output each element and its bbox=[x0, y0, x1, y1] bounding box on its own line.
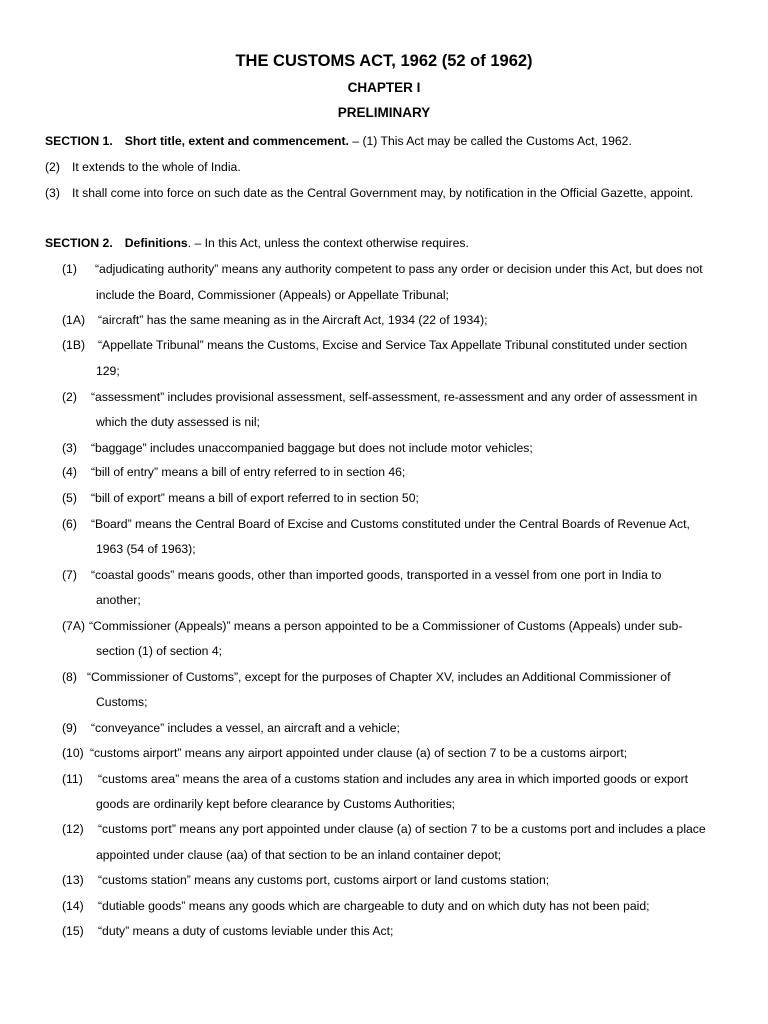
definition-item bbox=[62, 490, 419, 506]
definition-number: (8) bbox=[62, 670, 77, 684]
definition-text: “duty” means a duty of customs leviable under this Act; bbox=[98, 924, 394, 938]
definition-text: “Commissioner of Customs”, except for the purposes of Chapter XV, includes an Additional Commissioner of bbox=[87, 670, 671, 684]
definition-item bbox=[62, 618, 682, 634]
chapter-heading: CHAPTER I bbox=[347, 80, 421, 95]
definition-text: “Board” means the Central Board of Excise and Customs constituted under the Central Boards of Revenue Act, bbox=[91, 517, 690, 531]
definition-continuation: include the Board, Commissioner (Appeals) or Appellate Tribunal; bbox=[96, 288, 449, 302]
definition-item bbox=[62, 337, 687, 353]
definition-number: (7) bbox=[62, 568, 77, 582]
definition-number: (7A) bbox=[62, 619, 86, 633]
definition-text: “conveyance” includes a vessel, an aircraft and a vehicle; bbox=[91, 721, 400, 735]
definition-item bbox=[62, 516, 690, 532]
definition-item bbox=[62, 745, 627, 761]
definition-item bbox=[62, 821, 706, 837]
definition-text: “customs port” means any port appointed under clause (a) of section 7 to be a customs port and includes a place bbox=[98, 822, 706, 836]
definition-text: “assessment” includes provisional assessment, self-assessment, re-assessment and any order of assessment in bbox=[91, 390, 698, 404]
section-2-label: SECTION 2. bbox=[45, 236, 113, 250]
definition-text: “customs area” means the area of a customs station and includes any area in which imported goods or export bbox=[98, 772, 689, 786]
definition-text: “bill of entry” means a bill of entry referred to in section 46; bbox=[91, 465, 406, 479]
definition-text: “Commissioner (Appeals)” means a person appointed to be a Commissioner of Customs (Appeals) under sub- bbox=[89, 619, 683, 633]
definition-text: “dutiable goods” means any goods which are chargeable to duty and on which duty has not been paid; bbox=[98, 899, 650, 913]
section-1-text: – (1) This Act may be called the Customs Act, 1962. bbox=[348, 134, 632, 148]
definition-item bbox=[62, 771, 688, 787]
section-2-text: . – In this Act, unless the context otherwise requires. bbox=[187, 236, 469, 250]
definition-item bbox=[62, 261, 703, 277]
section-1-line bbox=[45, 133, 632, 149]
definition-number: (10) bbox=[62, 746, 84, 760]
definition-continuation: which the duty assessed is nil; bbox=[96, 415, 260, 429]
definition-number: (1B) bbox=[62, 338, 86, 352]
definition-number: (15) bbox=[62, 924, 84, 938]
definition-item bbox=[62, 440, 533, 456]
definition-number: (14) bbox=[62, 899, 84, 913]
section-1-para-3 bbox=[45, 185, 693, 201]
definition-text: “customs airport” means any airport appointed under clause (a) of section 7 to be a customs airport; bbox=[90, 746, 628, 760]
definition-number: (6) bbox=[62, 517, 77, 531]
para-number: (2) bbox=[45, 160, 60, 174]
definition-continuation: Customs; bbox=[96, 695, 148, 709]
definition-text: “adjudicating authority” means any authority competent to pass any order or decision under this Act, but does not bbox=[95, 262, 703, 276]
definition-item bbox=[62, 389, 697, 405]
definition-text: “customs station” means any customs port, customs airport or land customs station; bbox=[98, 873, 550, 887]
definition-continuation: appointed under clause (aa) of that section to be an inland container depot; bbox=[96, 848, 502, 862]
section-1-heading: Short title, extent and commencement. bbox=[124, 134, 349, 148]
para-text: It extends to the whole of India. bbox=[72, 160, 241, 174]
definition-continuation: another; bbox=[96, 593, 141, 607]
definition-number: (13) bbox=[62, 873, 84, 887]
definition-number: (1A) bbox=[62, 313, 86, 327]
definition-item bbox=[62, 923, 393, 939]
definition-text: “aircraft” has the same meaning as in the Aircraft Act, 1934 (22 of 1934); bbox=[98, 313, 488, 327]
definition-item bbox=[62, 312, 488, 328]
definition-number: (5) bbox=[62, 491, 77, 505]
definition-item bbox=[62, 872, 549, 888]
definition-item bbox=[62, 464, 405, 480]
definition-number: (1) bbox=[62, 262, 77, 276]
section-2-heading: Definitions bbox=[124, 236, 188, 250]
definition-continuation: 1963 (54 of 1963); bbox=[96, 542, 196, 556]
definition-number: (12) bbox=[62, 822, 84, 836]
definition-text: “bill of export” means a bill of export referred to in section 50; bbox=[91, 491, 419, 505]
para-number: (3) bbox=[45, 186, 60, 200]
definition-number: (2) bbox=[62, 390, 77, 404]
para-text: It shall come into force on such date as the Central Government may, by notification in the Official Gazette, appoint. bbox=[72, 186, 694, 200]
definition-number: (4) bbox=[62, 465, 77, 479]
definition-number: (11) bbox=[62, 772, 83, 786]
section-2-line bbox=[45, 235, 469, 251]
definition-item bbox=[62, 898, 650, 914]
definition-text: “baggage” includes unaccompanied baggage but does not include motor vehicles; bbox=[91, 441, 533, 455]
definition-item bbox=[62, 720, 400, 736]
definition-number: (9) bbox=[62, 721, 77, 735]
definition-text: “coastal goods” means goods, other than imported goods, transported in a vessel from one port in India to bbox=[91, 568, 662, 582]
section-1-para-2 bbox=[45, 159, 241, 175]
definition-item bbox=[62, 567, 661, 583]
definition-continuation: 129; bbox=[96, 364, 120, 378]
definition-text: “Appellate Tribunal” means the Customs, Excise and Service Tax Appellate Tribunal constituted under section bbox=[98, 338, 688, 352]
definition-continuation: section (1) of section 4; bbox=[96, 644, 222, 658]
definition-item bbox=[62, 669, 670, 685]
definition-number: (3) bbox=[62, 441, 77, 455]
act-title: THE CUSTOMS ACT, 1962 (52 of 1962) bbox=[235, 52, 533, 70]
chapter-title: PRELIMINARY bbox=[337, 105, 431, 120]
definition-continuation: goods are ordinarily kept before clearance by Customs Authorities; bbox=[96, 797, 456, 811]
section-1-label: SECTION 1. bbox=[45, 134, 113, 148]
